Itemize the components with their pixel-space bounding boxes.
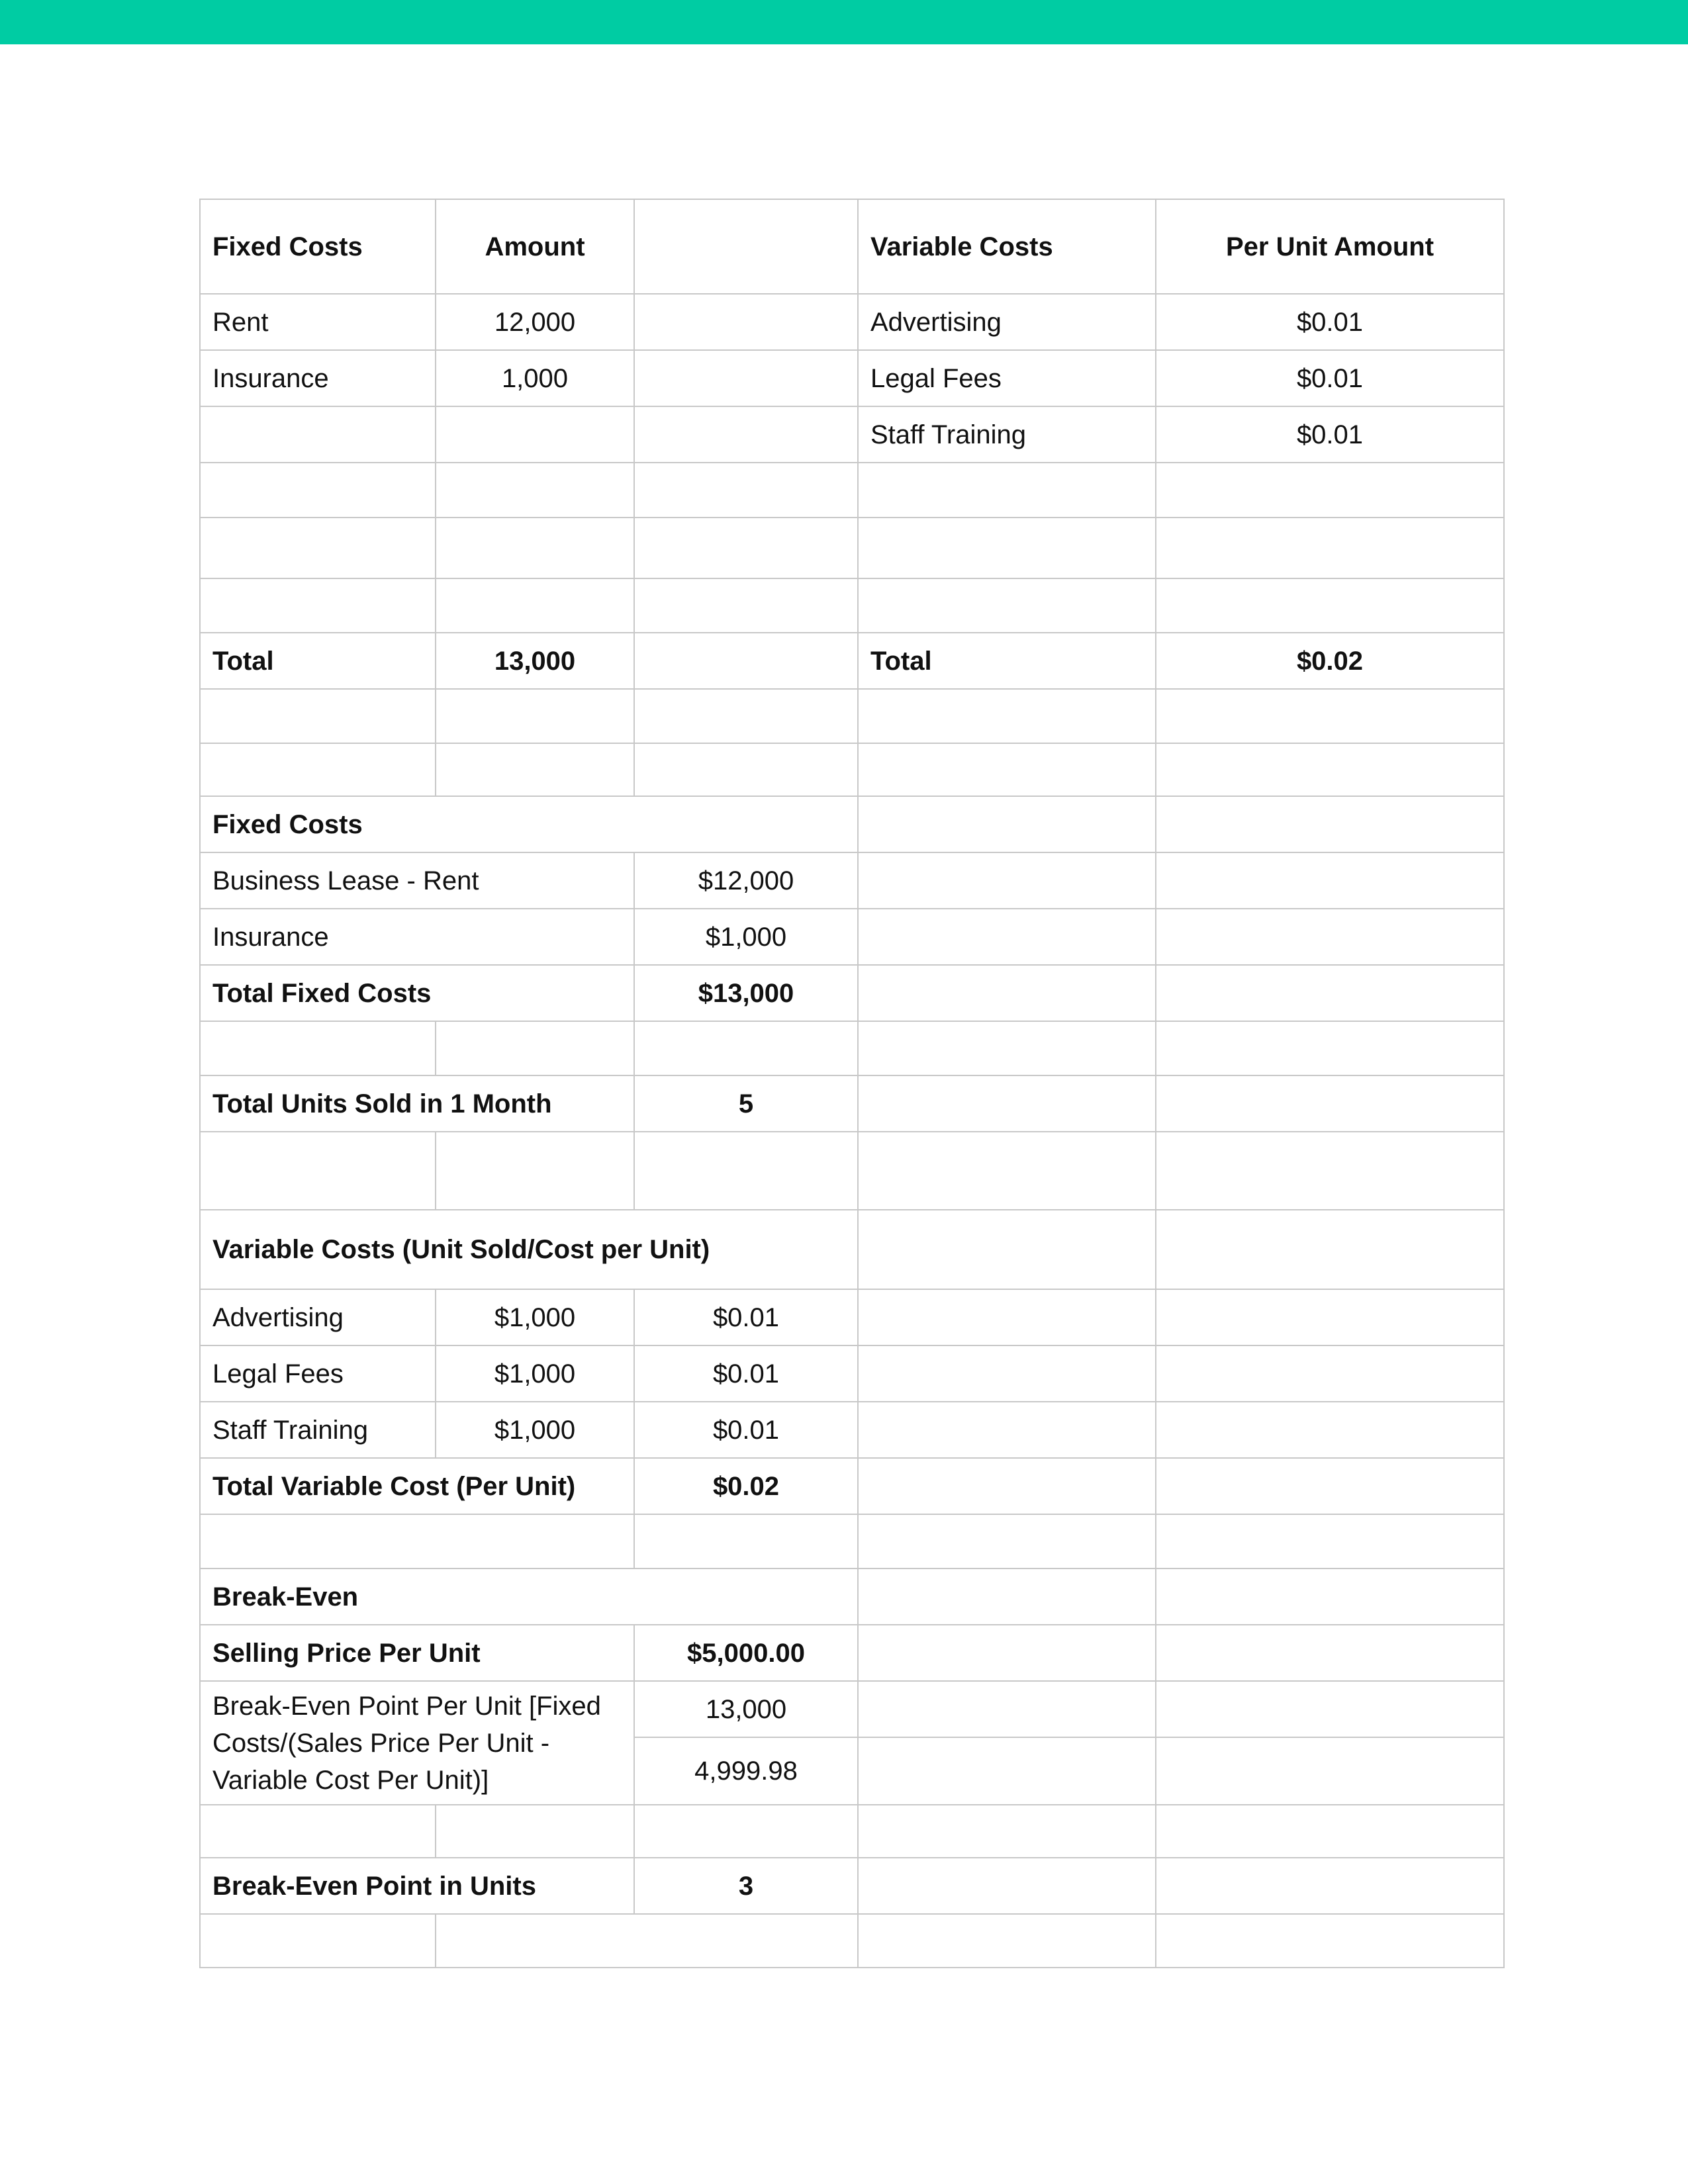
- variable-item-label: Advertising: [858, 294, 1156, 350]
- table-row: [200, 1289, 1504, 1345]
- break-even-table: [199, 199, 1505, 1968]
- empty-row: [200, 1514, 1504, 1569]
- empty-cell: [200, 406, 436, 463]
- table-row: [200, 1681, 1504, 1737]
- total-fixed-costs-label: Total Fixed Costs: [200, 965, 634, 1021]
- table-row: [200, 350, 1504, 406]
- variable-item-label: Staff Training: [858, 406, 1156, 463]
- empty-row: [200, 1132, 1504, 1210]
- variable-summary-label: Legal Fees: [200, 1345, 436, 1402]
- empty-cell: [634, 406, 858, 463]
- header-row: [200, 199, 1504, 294]
- header-variable-costs: Variable Costs: [858, 199, 1156, 294]
- variable-total-value: $0.02: [1156, 633, 1504, 689]
- empty-cell: [634, 633, 858, 689]
- total-variable-cost-value: $0.02: [634, 1458, 858, 1514]
- table-row: [200, 1402, 1504, 1458]
- empty-row: [200, 743, 1504, 796]
- empty-cell: [436, 406, 634, 463]
- empty-row: [200, 689, 1504, 743]
- variable-summary-label: Advertising: [200, 1289, 436, 1345]
- fixed-summary-value: $1,000: [634, 909, 858, 965]
- break-even-point-value: 4,999.98: [634, 1737, 858, 1805]
- section-title-row: [200, 796, 1504, 852]
- variable-summary-title: Variable Costs (Unit Sold/Cost per Unit): [200, 1210, 858, 1289]
- empty-row: [200, 578, 1504, 633]
- header-amount: Amount: [436, 199, 634, 294]
- table-row: [200, 1858, 1504, 1914]
- table-row: [200, 909, 1504, 965]
- empty-cell: [634, 199, 858, 294]
- units-sold-value: 5: [634, 1075, 858, 1132]
- break-even-title: Break-Even: [200, 1569, 858, 1625]
- table-row: [200, 406, 1504, 463]
- empty-row: [200, 518, 1504, 578]
- variable-summary-cost: $1,000: [436, 1402, 634, 1458]
- variable-summary-label: Staff Training: [200, 1402, 436, 1458]
- table-row: [200, 1075, 1504, 1132]
- variable-total-label: Total: [858, 633, 1156, 689]
- fixed-summary-title: Fixed Costs: [200, 796, 858, 852]
- table-row: [200, 294, 1504, 350]
- empty-cell: [634, 294, 858, 350]
- table-row: [200, 1625, 1504, 1681]
- empty-row: [200, 1914, 1504, 1968]
- variable-item-amount: $0.01: [1156, 406, 1504, 463]
- variable-summary-per-unit: $0.01: [634, 1345, 858, 1402]
- fixed-summary-label: Insurance: [200, 909, 634, 965]
- fixed-total-label: Total: [200, 633, 436, 689]
- fixed-item-label: Insurance: [200, 350, 436, 406]
- section-title-row: [200, 1569, 1504, 1625]
- variable-item-amount: $0.01: [1156, 294, 1504, 350]
- selling-price-label: Selling Price Per Unit: [200, 1625, 634, 1681]
- variable-item-label: Legal Fees: [858, 350, 1156, 406]
- header-fixed-costs: Fixed Costs: [200, 199, 436, 294]
- variable-summary-cost: $1,000: [436, 1289, 634, 1345]
- fixed-item-amount: 1,000: [436, 350, 634, 406]
- fixed-item-label: Rent: [200, 294, 436, 350]
- empty-row: [200, 1021, 1504, 1075]
- empty-row: [200, 463, 1504, 518]
- break-even-point-value: 13,000: [634, 1681, 858, 1737]
- fixed-total-value: 13,000: [436, 633, 634, 689]
- table-row: [200, 1345, 1504, 1402]
- section-title-row: [200, 1210, 1504, 1289]
- variable-summary-cost: $1,000: [436, 1345, 634, 1402]
- break-even-units-value: 3: [634, 1858, 858, 1914]
- fixed-summary-label: Business Lease - Rent: [200, 852, 634, 909]
- selling-price-value: $5,000.00: [634, 1625, 858, 1681]
- units-sold-label: Total Units Sold in 1 Month: [200, 1075, 634, 1132]
- empty-row: [200, 1805, 1504, 1858]
- table-row: [200, 852, 1504, 909]
- fixed-summary-value: $12,000: [634, 852, 858, 909]
- total-variable-cost-label: Total Variable Cost (Per Unit): [200, 1458, 634, 1514]
- variable-item-amount: $0.01: [1156, 350, 1504, 406]
- header-per-unit-amount: Per Unit Amount: [1156, 199, 1504, 294]
- fixed-item-amount: 12,000: [436, 294, 634, 350]
- totals-row: [200, 633, 1504, 689]
- variable-summary-per-unit: $0.01: [634, 1289, 858, 1345]
- top-accent-bar: [0, 0, 1688, 44]
- table-row: [200, 1458, 1504, 1514]
- break-even-point-label: Break-Even Point Per Unit [Fixed Costs/(Sales Price Per Unit - Variable Cost Per Unit)]: [200, 1681, 634, 1805]
- table-row: [200, 965, 1504, 1021]
- total-fixed-costs-value: $13,000: [634, 965, 858, 1021]
- variable-summary-per-unit: $0.01: [634, 1402, 858, 1458]
- empty-cell: [634, 350, 858, 406]
- break-even-units-label: Break-Even Point in Units: [200, 1858, 634, 1914]
